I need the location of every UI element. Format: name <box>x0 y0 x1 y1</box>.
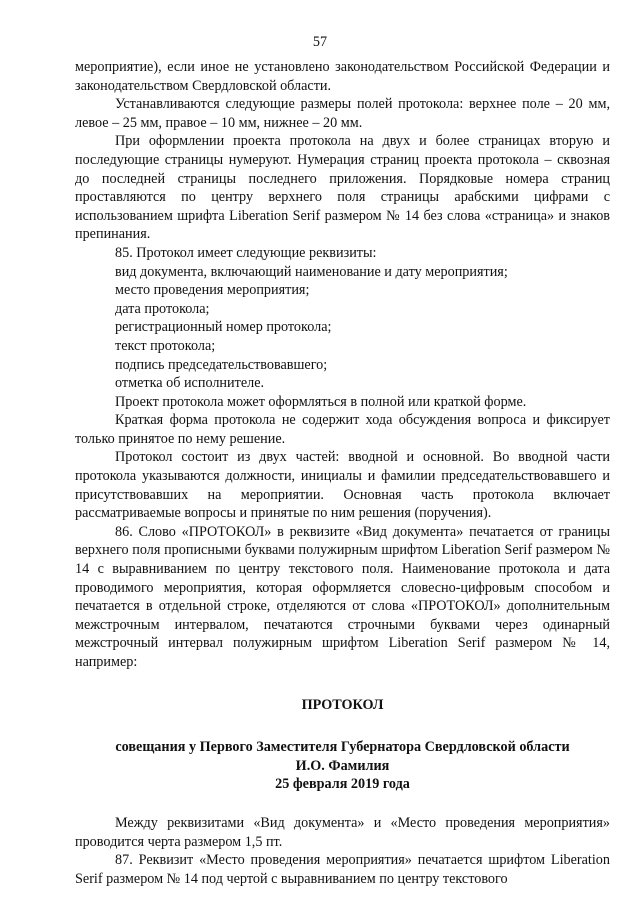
paragraph-continuation: мероприятие), если иное не установлено законодательством Российской Федерации и законодательством Свердловской области. <box>75 59 610 94</box>
paragraph-short-form: Краткая форма протокола не содержит хода обсуждения вопроса и фиксирует только принятое по нему решение. <box>75 412 610 447</box>
example-line-name: И.О. Фамилия <box>295 757 390 774</box>
paragraph-86: 86. Слово «ПРОТОКОЛ» в реквизите «Вид документа» печатается от границы верхнего поля прописными буквами полужирным шрифтом Liberation Serif размером № 14 с выравниванием по центру текстового поля. Наименование протокола и дата проводимого мероприятия, которая оформляется словесно-цифровым способом и печатается в отдельной строке, отделяются от слова «ПРОТОКОЛ» дополнительным межстрочным интервалом, печатаются строчными буквами через одинарный межстрочный интервал полужирным шрифтом Liberation Serif размером № 14, например: <box>75 523 610 670</box>
paragraph-form: Проект протокола может оформляться в полной или краткой форме. <box>115 393 527 410</box>
example-line-meeting: совещания у Первого Заместителя Губернатора Свердловской области <box>115 739 570 756</box>
protocol-example <box>75 696 610 794</box>
requisites-list <box>75 263 610 393</box>
list-item: отметка об исполнителе. <box>115 375 265 392</box>
example-line-date: 25 февраля 2019 года <box>275 776 410 793</box>
document-body <box>75 58 610 888</box>
list-item: вид документа, включающий наименование и дату мероприятия; <box>115 263 508 280</box>
list-item: подпись председательствовавшего; <box>115 356 328 373</box>
example-title: ПРОТОКОЛ <box>301 696 384 713</box>
list-item: регистрационный номер протокола; <box>115 319 332 336</box>
paragraph-85: 85. Протокол имеет следующие реквизиты: <box>115 244 377 261</box>
paragraph-87: 87. Реквизит «Место проведения мероприятия» печатается шрифтом Liberation Serif размером № 14 под чертой с выравниванием по центру текстового <box>75 852 610 887</box>
list-item: место проведения мероприятия; <box>115 282 310 299</box>
list-item: текст протокола; <box>115 337 216 354</box>
paragraph-line-between: Между реквизитами «Вид документа» и «Место проведения мероприятия» проводится черта размером 1,5 пт. <box>75 814 610 850</box>
paragraph-parts: Протокол состоит из двух частей: вводной и основной. Во вводной части протокола указываются должности, инициалы и фамилии председательствовавшего и присутствовавших на мероприятии. Основная часть протокола включает рассматриваемые вопросы и принятые по ним решения (поручения). <box>75 449 610 522</box>
paragraph-page-numbering: При оформлении проекта протокола на двух и более страницах вторую и последующие страницы нумеруют. Нумерация страниц проекта протокола – сквозная до последней страницы последнего приложения. Порядковые номера страниц проставляются по центру верхнего поля страницы арабскими цифрами с использованием шрифта Liberation Serif размером № 14 без слова «страница» и знаков препинания. <box>75 133 610 243</box>
list-item: дата протокола; <box>115 300 210 317</box>
page-number: 57 <box>312 34 328 50</box>
paragraph-margins: Устанавливаются следующие размеры полей протокола: верхнее поле – 20 мм, левое – 25 мм, правое – 10 мм, нижнее – 20 мм. <box>75 96 610 131</box>
